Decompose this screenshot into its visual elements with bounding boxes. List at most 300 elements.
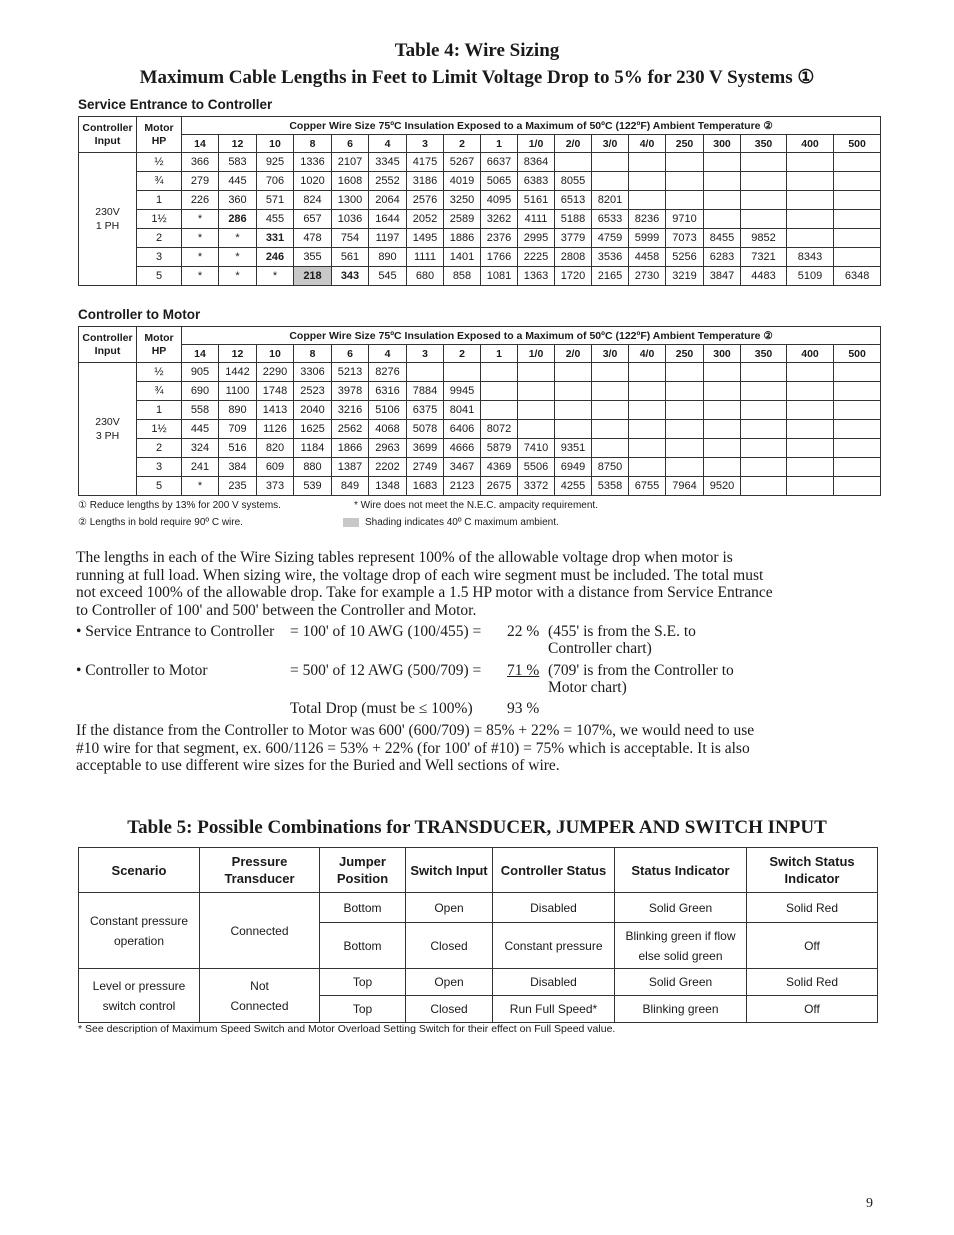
table-cell: 9710	[666, 210, 704, 229]
table-cell: 1036	[332, 210, 369, 229]
table-cell: 1363	[518, 267, 555, 286]
jumper-cell: Bottom	[320, 893, 406, 923]
total-drop-label: Total Drop (must be ≤ 100%)	[290, 700, 473, 717]
example-cm-label: • Controller to Motor	[76, 662, 208, 679]
table-cell: 3219	[666, 267, 704, 286]
table-cell: *	[219, 267, 257, 286]
table-cell: 1197	[369, 229, 407, 248]
section-controller-motor: Controller to Motor	[78, 307, 201, 322]
table-cell	[704, 153, 741, 172]
table-cell: 1300	[332, 191, 369, 210]
header-scenario: Scenario	[79, 848, 200, 893]
table-cell: 1081	[481, 267, 518, 286]
table-cell: 754	[332, 229, 369, 248]
table-cell: 7884	[407, 382, 444, 401]
table-cell	[555, 153, 592, 172]
table-cell: 4068	[369, 420, 407, 439]
table-row	[79, 969, 878, 996]
wire-size-header: 400	[787, 135, 834, 153]
table-cell	[592, 363, 629, 382]
table-cell	[834, 401, 881, 420]
switch-status-cell: Solid Red	[747, 969, 878, 996]
table-cell	[629, 153, 666, 172]
table-cell: 3699	[407, 439, 444, 458]
table-cell	[834, 382, 881, 401]
table-cell: 3250	[444, 191, 481, 210]
table-cell: 8041	[444, 401, 481, 420]
transducer-cell: Not Connected	[200, 969, 320, 1023]
table-cell: 4095	[481, 191, 518, 210]
table-cell: 1348	[369, 477, 407, 496]
table-cell	[834, 172, 881, 191]
table-row	[79, 248, 881, 267]
table-cell: 680	[407, 267, 444, 286]
table-cell: 3467	[444, 458, 481, 477]
table-cell	[629, 420, 666, 439]
table-cell: 9945	[444, 382, 481, 401]
col-controller-input: Controller Input	[79, 117, 137, 153]
table-cell: 5267	[444, 153, 481, 172]
table-cell	[704, 420, 741, 439]
copper-wire-header: Copper Wire Size 75ºC Insulation Exposed to a Maximum of 50ºC (122ºF) Ambient Temperature ②	[182, 327, 881, 345]
table-cell: 1100	[219, 382, 257, 401]
table-cell	[666, 363, 704, 382]
table-cell: 286	[219, 210, 257, 229]
table-cell: 2589	[444, 210, 481, 229]
switch-input-cell: Closed	[406, 923, 493, 969]
table-cell: 2040	[294, 401, 332, 420]
table-cell: 1020	[294, 172, 332, 191]
table-cell: 6348	[834, 267, 881, 286]
table-cell: 4759	[592, 229, 629, 248]
table-cell	[787, 191, 834, 210]
table-cell	[834, 153, 881, 172]
table-cell: 3216	[332, 401, 369, 420]
table-cell: 4483	[741, 267, 787, 286]
wire-size-header: 2/0	[555, 345, 592, 363]
example-cm-calc: = 500' of 12 AWG (500/709) =	[290, 662, 482, 679]
table-cell	[741, 191, 787, 210]
table-cell	[787, 363, 834, 382]
table-cell	[787, 382, 834, 401]
table-cell	[518, 401, 555, 420]
table-cell: 7073	[666, 229, 704, 248]
table-cell	[629, 401, 666, 420]
table-cell	[834, 363, 881, 382]
table-cell: *	[182, 229, 219, 248]
table-cell	[787, 458, 834, 477]
table-cell	[787, 210, 834, 229]
explanation-paragraph: The lengths in each of the Wire Sizing tables represent 100% of the allowable voltage drop when motor is running at full load. When sizing wire, the voltage drop of each wire segment must be included. The total must not exceed 100% of the allowable drop. Take for example a 1.5 HP motor with a distance from Service Entrance to Controller of 100' and 500' between the Controller and Motor.	[76, 549, 773, 619]
table-cell	[518, 420, 555, 439]
table-cell: 3345	[369, 153, 407, 172]
table-cell: 5256	[666, 248, 704, 267]
table-cell: 4175	[407, 153, 444, 172]
table-cell	[787, 439, 834, 458]
motor-hp-cell: 2	[137, 439, 182, 458]
table-header-row	[79, 327, 881, 345]
wire-size-header: 4	[369, 135, 407, 153]
table-cell: 2290	[257, 363, 294, 382]
table-cell	[629, 172, 666, 191]
header-jumper-position: Jumper Position	[320, 848, 406, 893]
table-cell: 4255	[555, 477, 592, 496]
table-cell: 5506	[518, 458, 555, 477]
table-cell	[592, 382, 629, 401]
scenario-cell: Level or pressure switch control	[79, 969, 200, 1023]
table-cell: 2523	[294, 382, 332, 401]
table-row	[79, 477, 881, 496]
table4-subtitle: Maximum Cable Lengths in Feet to Limit Voltage Drop to 5% for 230 V Systems ①	[139, 67, 815, 88]
table-cell	[481, 382, 518, 401]
table-cell: 4019	[444, 172, 481, 191]
table-cell: 820	[257, 439, 294, 458]
wire-size-header: 10	[257, 135, 294, 153]
table-cell: 6316	[369, 382, 407, 401]
table-row	[79, 363, 881, 382]
table-cell: 5065	[481, 172, 518, 191]
table5-title: Table 5: Possible Combinations for TRANSDUCER, JUMPER AND SWITCH INPUT	[127, 817, 827, 838]
motor-hp-cell: 1	[137, 401, 182, 420]
table-cell: 2376	[481, 229, 518, 248]
wire-size-header: 3/0	[592, 135, 629, 153]
table-cell	[741, 382, 787, 401]
controller-status-cell: Constant pressure	[493, 923, 615, 969]
table-cell	[704, 458, 741, 477]
table-cell: 5109	[787, 267, 834, 286]
table-cell: 7321	[741, 248, 787, 267]
table-cell: 8236	[629, 210, 666, 229]
table-row	[79, 420, 881, 439]
table-cell: 1683	[407, 477, 444, 496]
table-row	[79, 191, 881, 210]
table-cell	[555, 382, 592, 401]
table-row	[79, 382, 881, 401]
table-cell: 2562	[332, 420, 369, 439]
header-switch-input: Switch Input	[406, 848, 493, 893]
motor-hp-cell: 3	[137, 458, 182, 477]
switch-status-cell: Solid Red	[747, 893, 878, 923]
table-cell	[741, 363, 787, 382]
header-pressure-transducer: Pressure Transducer	[200, 848, 320, 893]
switch-input-cell: Open	[406, 969, 493, 996]
table-cell: 925	[257, 153, 294, 172]
wire-table-service-entrance	[78, 116, 881, 286]
table-cell: 1748	[257, 382, 294, 401]
table-cell: 5078	[407, 420, 444, 439]
wire-size-header: 1	[481, 345, 518, 363]
wire-size-header: 4/0	[629, 135, 666, 153]
table-cell: 3262	[481, 210, 518, 229]
controller-status-cell: Disabled	[493, 893, 615, 923]
motor-hp-cell: ½	[137, 153, 182, 172]
table-cell: 8343	[787, 248, 834, 267]
table-cell: 2123	[444, 477, 481, 496]
motor-hp-cell: 3	[137, 248, 182, 267]
wire-size-header: 250	[666, 345, 704, 363]
table-cell: 880	[294, 458, 332, 477]
table-cell: 241	[182, 458, 219, 477]
table-cell: 2552	[369, 172, 407, 191]
table-row	[79, 172, 881, 191]
table-cell: 6513	[555, 191, 592, 210]
table-cell	[787, 172, 834, 191]
table-row	[79, 153, 881, 172]
table-cell: 583	[219, 153, 257, 172]
table-cell	[592, 153, 629, 172]
table-cell	[407, 363, 444, 382]
table-cell: 3186	[407, 172, 444, 191]
wire-size-header: 300	[704, 345, 741, 363]
table-cell	[704, 382, 741, 401]
table-cell: 343	[332, 267, 369, 286]
table-cell: 373	[257, 477, 294, 496]
table-cell	[518, 382, 555, 401]
table-cell	[741, 153, 787, 172]
table-cell: 1184	[294, 439, 332, 458]
table-cell	[704, 172, 741, 191]
controller-status-cell: Disabled	[493, 969, 615, 996]
motor-hp-cell: 1½	[137, 420, 182, 439]
table-cell: 8055	[555, 172, 592, 191]
table-cell: 384	[219, 458, 257, 477]
table-cell	[704, 363, 741, 382]
table-cell: 4111	[518, 210, 555, 229]
motor-hp-cell: 5	[137, 477, 182, 496]
motor-hp-cell: 1½	[137, 210, 182, 229]
table-cell: *	[182, 267, 219, 286]
transducer-cell: Connected	[200, 893, 320, 969]
table-cell	[666, 439, 704, 458]
table-cell: 905	[182, 363, 219, 382]
wire-size-header: 14	[182, 135, 219, 153]
table-cell	[666, 191, 704, 210]
table-cell: 609	[257, 458, 294, 477]
table5-footnote: * See description of Maximum Speed Switch and Motor Overload Setting Switch for their effect on Full Speed value.	[78, 1023, 616, 1035]
table-cell: 690	[182, 382, 219, 401]
motor-hp-cell: ¾	[137, 172, 182, 191]
table-cell: 4458	[629, 248, 666, 267]
table-cell	[666, 458, 704, 477]
example-se-note-2: Controller chart)	[548, 640, 652, 657]
table-cell	[741, 172, 787, 191]
table-cell: 2064	[369, 191, 407, 210]
table-cell: 3779	[555, 229, 592, 248]
wire-size-header: 3	[407, 345, 444, 363]
header-status-indicator: Status Indicator	[615, 848, 747, 893]
table-cell	[704, 401, 741, 420]
table-cell: 1413	[257, 401, 294, 420]
table-cell: 858	[444, 267, 481, 286]
wire-size-header: 10	[257, 345, 294, 363]
table-cell	[787, 477, 834, 496]
table-cell	[666, 172, 704, 191]
wire-size-header: 500	[834, 345, 881, 363]
table-cell: *	[219, 229, 257, 248]
wire-size-header: 8	[294, 135, 332, 153]
table-cell	[834, 420, 881, 439]
table-cell	[704, 439, 741, 458]
table-cell: 246	[257, 248, 294, 267]
table-cell: 1866	[332, 439, 369, 458]
table-cell: 2995	[518, 229, 555, 248]
table-cell: 6375	[407, 401, 444, 420]
table-cell	[592, 439, 629, 458]
wire-size-header: 1	[481, 135, 518, 153]
table-cell: *	[219, 248, 257, 267]
table-cell: 890	[369, 248, 407, 267]
table-row	[79, 210, 881, 229]
table5-header-row	[79, 848, 878, 893]
table-cell: *	[257, 267, 294, 286]
table-cell: 8276	[369, 363, 407, 382]
table-cell: 1720	[555, 267, 592, 286]
note-nec: * Wire does not meet the N.E.C. ampacity requirement.	[354, 500, 598, 511]
col-controller-input: Controller Input	[79, 327, 137, 363]
example-se-note-1: (455' is from the S.E. to	[548, 623, 696, 640]
wire-size-header: 1/0	[518, 135, 555, 153]
motor-hp-cell: 2	[137, 229, 182, 248]
table-cell: 571	[257, 191, 294, 210]
table-cell	[666, 420, 704, 439]
table-cell: 2808	[555, 248, 592, 267]
table-cell: 545	[369, 267, 407, 286]
table-cell	[518, 363, 555, 382]
controller-status-cell: Run Full Speed*	[493, 996, 615, 1023]
table-cell	[834, 458, 881, 477]
table-cell: 2165	[592, 267, 629, 286]
table4-title: Table 4: Wire Sizing	[394, 40, 560, 61]
note-shading	[343, 517, 559, 528]
table-cell: 3306	[294, 363, 332, 382]
table-cell: 890	[219, 401, 257, 420]
table-cell	[481, 401, 518, 420]
jumper-cell: Bottom	[320, 923, 406, 969]
table-cell	[629, 458, 666, 477]
jumper-cell: Top	[320, 969, 406, 996]
combination-table	[78, 847, 878, 1023]
table-cell	[834, 248, 881, 267]
table-row	[79, 893, 878, 923]
table-cell: 9852	[741, 229, 787, 248]
table-cell: 1111	[407, 248, 444, 267]
table-cell	[592, 401, 629, 420]
table-cell: 8201	[592, 191, 629, 210]
table-cell: 2052	[407, 210, 444, 229]
table-cell: 2225	[518, 248, 555, 267]
table-cell: 5161	[518, 191, 555, 210]
table-cell: 324	[182, 439, 219, 458]
table-row	[79, 267, 881, 286]
section-service-entrance: Service Entrance to Controller	[78, 97, 273, 112]
table-cell: 2675	[481, 477, 518, 496]
table-cell: 9351	[555, 439, 592, 458]
table-cell	[592, 420, 629, 439]
table-row	[79, 229, 881, 248]
jumper-cell: Top	[320, 996, 406, 1023]
controller-input-cell: 230V 1 PH	[79, 153, 137, 286]
example-cm-percent: 71 %	[507, 662, 540, 679]
status-indicator-cell: Solid Green	[615, 893, 747, 923]
table-cell	[666, 153, 704, 172]
total-drop-percent: 93 %	[507, 700, 540, 717]
table-cell: 9520	[704, 477, 741, 496]
table-cell: 706	[257, 172, 294, 191]
wire-table-controller-motor	[78, 326, 881, 496]
wire-size-header: 2	[444, 135, 481, 153]
table-cell: 2749	[407, 458, 444, 477]
table-cell: 1336	[294, 153, 332, 172]
table-cell	[834, 439, 881, 458]
wire-size-header: 4/0	[629, 345, 666, 363]
table-cell: 3372	[518, 477, 555, 496]
table-cell	[741, 458, 787, 477]
switch-input-cell: Open	[406, 893, 493, 923]
wire-size-header: 400	[787, 345, 834, 363]
table-cell	[741, 439, 787, 458]
table-cell	[787, 401, 834, 420]
table-cell: 331	[257, 229, 294, 248]
shading-swatch	[343, 518, 359, 527]
note-reduce-lengths: ① Reduce lengths by 13% for 200 V systems.	[78, 500, 281, 511]
table-cell: 6533	[592, 210, 629, 229]
header-controller-status: Controller Status	[493, 848, 615, 893]
table-cell: 1766	[481, 248, 518, 267]
table-cell	[741, 420, 787, 439]
wire-size-row	[79, 135, 881, 153]
wire-size-header: 6	[332, 135, 369, 153]
page-number: 9	[866, 1196, 873, 1211]
table-cell: 4666	[444, 439, 481, 458]
motor-hp-cell: ¾	[137, 382, 182, 401]
table-cell	[834, 477, 881, 496]
table-cell	[741, 210, 787, 229]
wire-size-header: 1/0	[518, 345, 555, 363]
wire-size-header: 4	[369, 345, 407, 363]
status-indicator-cell: Blinking green if flow else solid green	[615, 923, 747, 969]
table-cell: 1387	[332, 458, 369, 477]
table-cell: 2963	[369, 439, 407, 458]
example-se-calc: = 100' of 10 AWG (100/455) =	[290, 623, 482, 640]
table-cell: 516	[219, 439, 257, 458]
table-cell	[666, 382, 704, 401]
motor-hp-cell: 5	[137, 267, 182, 286]
table-cell: 5358	[592, 477, 629, 496]
table-cell: *	[182, 248, 219, 267]
wire-size-header: 3/0	[592, 345, 629, 363]
table-cell: 366	[182, 153, 219, 172]
table-cell: 445	[182, 420, 219, 439]
switch-status-cell: Off	[747, 996, 878, 1023]
wire-size-header: 350	[741, 345, 787, 363]
table-row	[79, 401, 881, 420]
motor-hp-cell: ½	[137, 363, 182, 382]
table-cell	[629, 439, 666, 458]
example-se-label: • Service Entrance to Controller	[76, 623, 275, 640]
status-indicator-cell: Solid Green	[615, 969, 747, 996]
wire-size-header: 350	[741, 135, 787, 153]
table-cell: 5213	[332, 363, 369, 382]
table-cell: 1608	[332, 172, 369, 191]
motor-hp-cell: 1	[137, 191, 182, 210]
table-cell: 455	[257, 210, 294, 229]
table-row	[79, 458, 881, 477]
table-cell: 849	[332, 477, 369, 496]
col-motor-hp: Motor HP	[137, 117, 182, 153]
table-cell: 2730	[629, 267, 666, 286]
col-motor-hp: Motor HP	[137, 327, 182, 363]
note-bold-lengths: ② Lengths in bold require 90º C wire.	[78, 517, 243, 528]
